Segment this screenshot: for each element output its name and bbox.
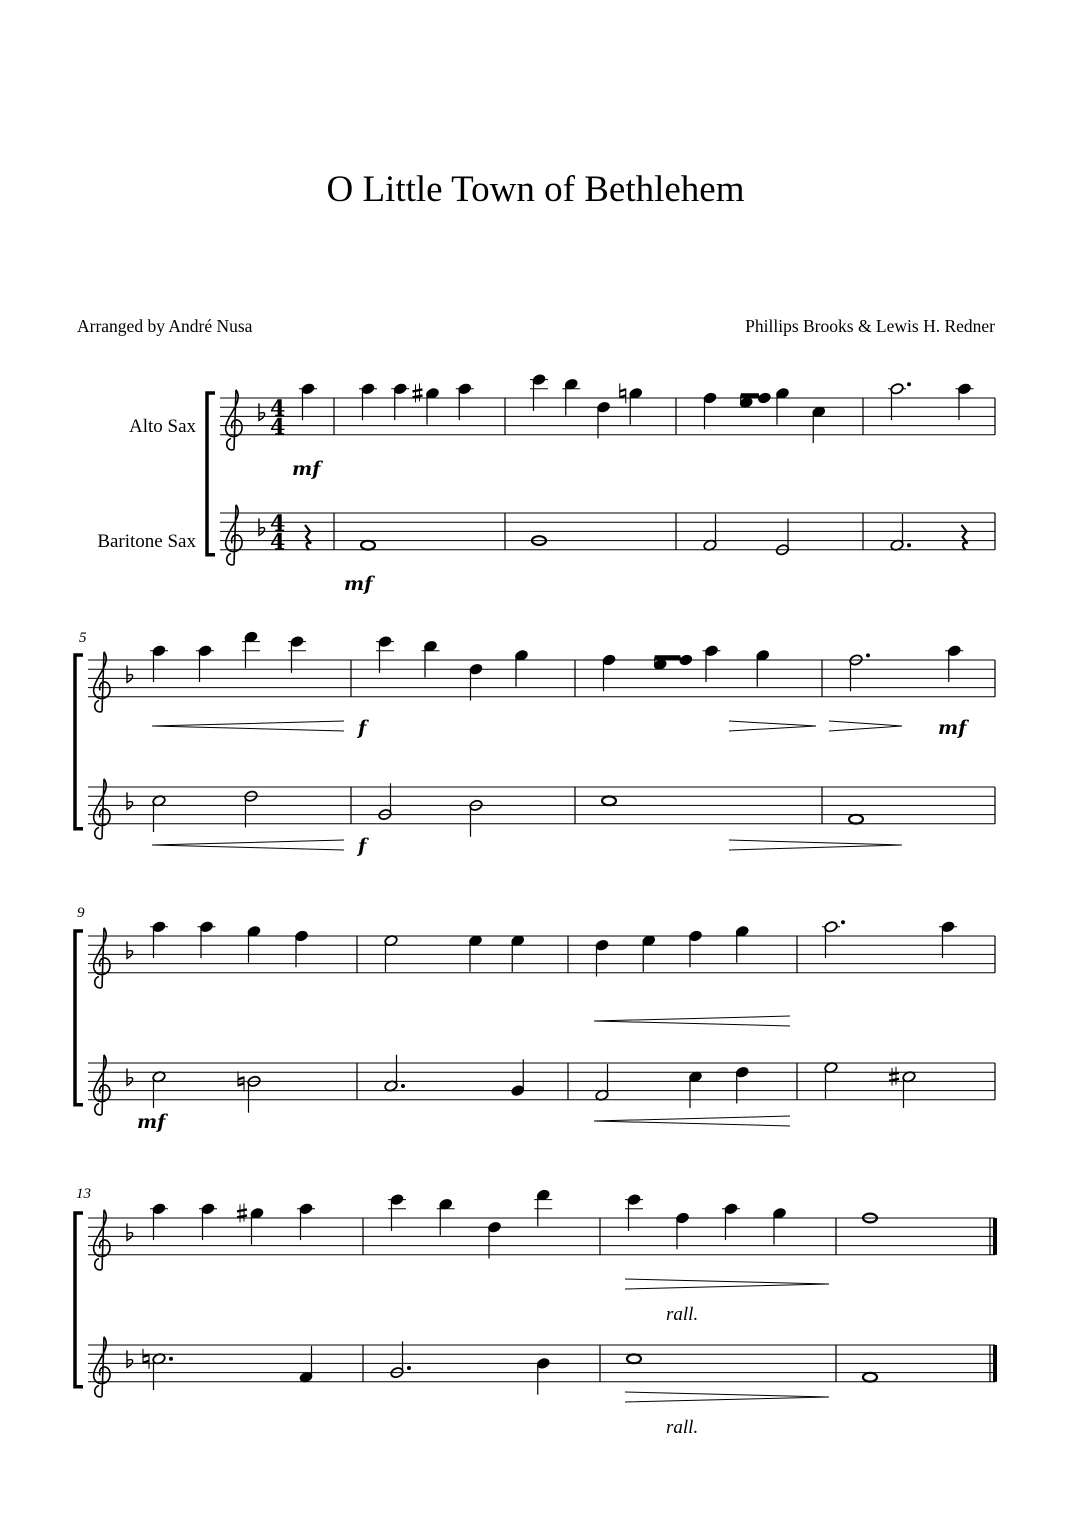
note [534, 1189, 552, 1227]
note [150, 645, 168, 683]
note [688, 1071, 702, 1109]
sharp-icon [413, 383, 423, 402]
note [735, 1066, 749, 1104]
measure-number-5: 5 [79, 630, 87, 646]
note [294, 930, 308, 968]
natural-icon [143, 1349, 149, 1369]
dynamic-mf-alto-m8: mf [938, 717, 967, 739]
note [939, 921, 957, 959]
note [824, 1061, 838, 1099]
system-bracket [75, 931, 83, 1105]
crescendo-hairpin-bari-m5 [152, 840, 344, 850]
note [772, 1207, 786, 1245]
note [244, 790, 258, 828]
note [888, 382, 911, 420]
note [413, 383, 440, 424]
note [735, 925, 749, 963]
alto-staff [88, 641, 995, 712]
note [642, 934, 656, 972]
decrescendo-hairpin-alto-m7 [729, 721, 816, 731]
measure-number-9: 9 [77, 905, 85, 921]
note [703, 392, 717, 430]
decrescendo-hairpin-bari-m15 [625, 1392, 829, 1402]
dynamic-f-alto: f [358, 717, 367, 739]
note [675, 1212, 689, 1250]
note [469, 799, 483, 837]
bari-staff [220, 494, 995, 565]
key-signature-flat-icon [259, 403, 265, 420]
note [849, 653, 870, 691]
note [143, 1349, 173, 1390]
sharp-icon [889, 1067, 899, 1086]
instrument-label-alto: Alto Sax [128, 416, 196, 437]
key-signature-flat-icon [127, 941, 133, 958]
alto-staff [220, 379, 995, 450]
note [237, 1203, 264, 1244]
augmentation-dot [841, 920, 845, 924]
note [595, 939, 609, 977]
note [945, 645, 963, 683]
augmentation-dot [866, 653, 870, 657]
note [150, 1203, 168, 1241]
bari-staff [88, 768, 995, 839]
note [152, 1071, 166, 1109]
note [602, 796, 616, 805]
beam [741, 393, 759, 398]
note [288, 635, 306, 673]
arranger-credit: Arranged by André Nusa [77, 316, 253, 336]
note [775, 519, 789, 557]
note [247, 925, 261, 963]
note [620, 383, 643, 424]
note [422, 640, 440, 678]
note [595, 1064, 609, 1102]
measure-number-13: 13 [76, 1186, 91, 1202]
natural-icon [620, 383, 626, 403]
system-3 [75, 920, 995, 1112]
note [890, 514, 911, 552]
dynamic-f-baritone: f [358, 835, 367, 857]
sharp-icon [237, 1203, 247, 1222]
augmentation-dot [169, 1357, 173, 1361]
note [361, 541, 375, 550]
decrescendo-hairpin-alto-m15 [625, 1279, 829, 1289]
alto-staff [88, 917, 995, 988]
note [391, 383, 409, 421]
note [812, 406, 826, 444]
system-bracket [75, 655, 83, 829]
page-title: O Little Town of Bethlehem [326, 169, 745, 210]
note [152, 795, 166, 833]
note [437, 1198, 455, 1236]
key-signature-flat-icon [127, 665, 133, 682]
note [299, 383, 317, 421]
augmentation-dot [401, 1084, 405, 1088]
rall-text-alto: rall. [666, 1304, 699, 1325]
system-1 [207, 373, 995, 556]
note [384, 934, 398, 972]
note [822, 920, 845, 958]
time-signature-bottom: 4 [270, 529, 286, 556]
note [198, 921, 216, 959]
augmentation-dot [907, 543, 911, 547]
quarter-rest-icon [962, 525, 968, 550]
composer-credit: Phillips Brooks & Lewis H. Redner [745, 316, 995, 336]
dynamic-mf-baritone-m9: mf [137, 1111, 166, 1133]
note [627, 1354, 641, 1363]
note [849, 815, 863, 824]
decrescendo-hairpin-alto-m8 [829, 721, 902, 731]
dynamic-mf-alto: mf [292, 458, 321, 480]
note [703, 514, 717, 552]
note [602, 654, 616, 692]
augmentation-dot [407, 1366, 411, 1370]
note [388, 1193, 406, 1231]
whole-notehead [361, 541, 375, 550]
alto-staff [88, 1199, 995, 1270]
decrescendo-hairpin-bari-m7 [729, 840, 902, 850]
beam [655, 655, 681, 660]
whole-notehead [863, 1373, 877, 1382]
key-signature-flat-icon [259, 518, 265, 535]
key-signature-flat-icon [127, 792, 133, 809]
whole-notehead [602, 796, 616, 805]
note [511, 934, 525, 972]
note [196, 645, 214, 683]
key-signature-flat-icon [127, 1223, 133, 1240]
note [775, 387, 789, 425]
note [242, 631, 260, 669]
note [469, 663, 483, 701]
dynamic-mf-baritone: mf [344, 573, 373, 595]
note [359, 383, 377, 421]
note [150, 921, 168, 959]
note [863, 1373, 877, 1382]
note [703, 645, 721, 683]
bari-staff [88, 1044, 995, 1115]
time-signature-bottom: 4 [270, 414, 286, 441]
note [468, 934, 482, 972]
instrument-label-baritone: Baritone Sax [97, 531, 196, 552]
note [299, 1346, 313, 1384]
note [756, 649, 770, 687]
note [456, 383, 474, 421]
quarter-rest-icon [305, 525, 311, 550]
system-bracket [207, 393, 215, 555]
note [596, 401, 610, 439]
note [238, 1071, 261, 1112]
note [625, 1193, 643, 1231]
augmentation-dot [907, 382, 911, 386]
note [514, 649, 528, 687]
note [536, 1357, 550, 1395]
note [511, 1059, 525, 1097]
system-bracket [75, 1213, 83, 1387]
whole-notehead [627, 1354, 641, 1363]
crescendo-hairpin-bari-m11 [594, 1116, 790, 1126]
note [889, 1067, 916, 1108]
note [199, 1203, 217, 1241]
note [956, 383, 974, 421]
note [530, 373, 548, 411]
key-signature-flat-icon [127, 1068, 133, 1085]
note [688, 930, 702, 968]
time-signature-top: 4 [270, 395, 286, 422]
note [722, 1203, 740, 1241]
note [487, 1221, 501, 1259]
note [562, 378, 580, 416]
crescendo-hairpin-alto-m11 [594, 1016, 790, 1026]
rall-text-baritone: rall. [666, 1417, 699, 1438]
note [384, 1055, 405, 1093]
key-signature-flat-icon [127, 1350, 133, 1367]
note [378, 783, 392, 821]
time-signature-top: 4 [270, 510, 286, 537]
crescendo-hairpin-alto-m5 [152, 721, 344, 731]
whole-notehead [849, 815, 863, 824]
note [297, 1203, 315, 1241]
note [376, 635, 394, 673]
note [390, 1341, 411, 1379]
